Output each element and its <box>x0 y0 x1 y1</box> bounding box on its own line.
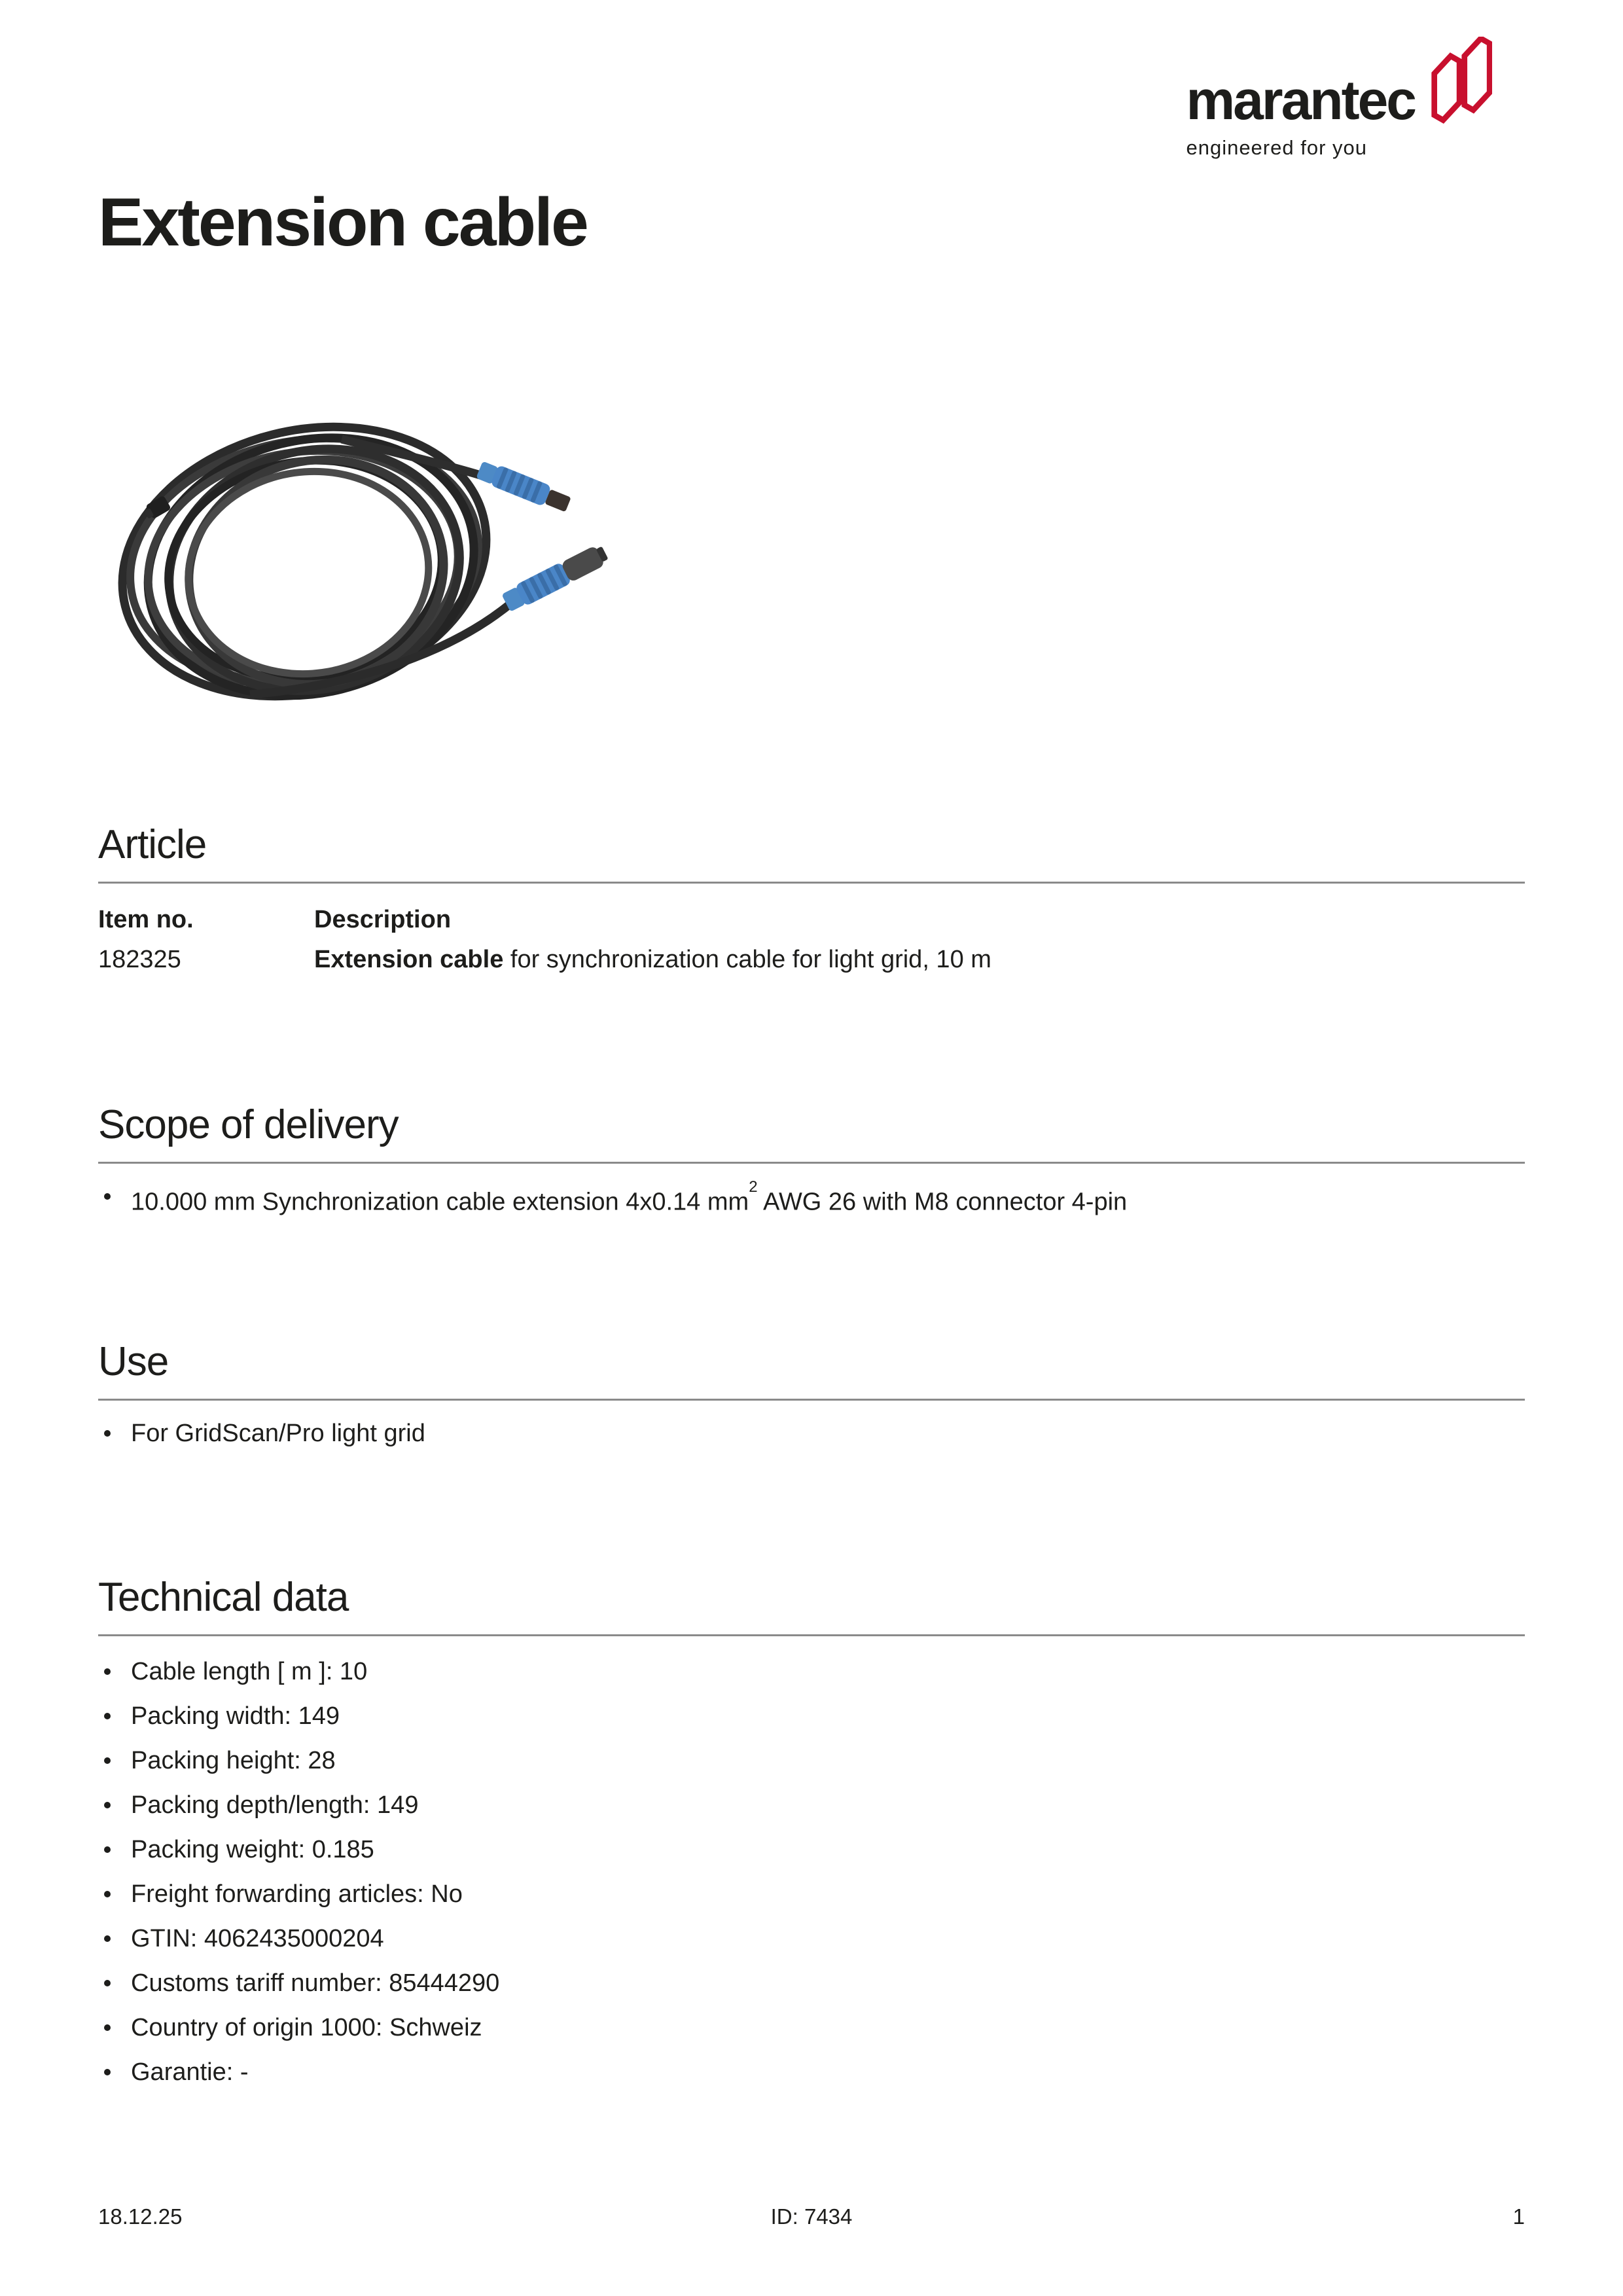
article-heading: Article <box>98 822 207 867</box>
list-item: Packing depth/length: 149 <box>98 1783 1525 1827</box>
footer-page-number: 1 <box>1512 2204 1525 2229</box>
footer-date: 18.12.25 <box>98 2204 183 2229</box>
item-description-rest: for synchronization cable for light grid, 10 m <box>503 946 991 974</box>
list-item <box>98 1178 1525 1218</box>
brand-wordmark: marantec <box>1186 69 1415 131</box>
list-item: Packing width: 149 <box>98 1694 1525 1738</box>
item-description-name: Extension cable <box>314 946 504 974</box>
section-divider <box>98 882 1525 884</box>
brand-mark-icon <box>1429 37 1492 126</box>
list-item: Country of origin 1000: Schweiz <box>98 2005 1525 2050</box>
list-item: Packing height: 28 <box>98 1738 1525 1783</box>
list-item: Customs tariff number: 85444290 <box>98 1961 1525 2005</box>
section-divider <box>98 1634 1525 1636</box>
article-data-row <box>98 946 1525 974</box>
brand-logo <box>1186 37 1492 160</box>
list-item: Freight forwarding articles: No <box>98 1872 1525 1916</box>
scope-bullet-superscript: 2 <box>749 1178 758 1196</box>
list-item: GTIN: 4062435000204 <box>98 1916 1525 1961</box>
section-technical-data <box>98 1576 1525 2094</box>
list-item: Garantie: - <box>98 2050 1525 2094</box>
use-heading: Use <box>98 1339 169 1384</box>
list-item: Packing weight: 0.185 <box>98 1827 1525 1872</box>
footer-document-id: ID: 7434 <box>770 2204 853 2229</box>
item-number: 182325 <box>98 946 181 974</box>
scope-heading: Scope of delivery <box>98 1102 399 1147</box>
scope-bullet-text: 10.000 mm Synchronization cable extension 4x0.14 mm <box>131 1188 749 1216</box>
technical-list <box>98 1649 1525 2094</box>
section-article <box>98 823 1525 974</box>
product-photo <box>98 362 648 728</box>
list-item: For GridScan/Pro light grid <box>98 1418 1525 1449</box>
list-item: Cable length [ m ]: 10 <box>98 1649 1525 1694</box>
page-title: Extension cable <box>98 185 587 260</box>
article-table <box>98 906 1525 974</box>
technical-heading: Technical data <box>98 1575 349 1620</box>
col-header-item-no: Item no. <box>98 906 194 934</box>
section-scope-of-delivery <box>98 1103 1525 1218</box>
cable-photo-graphic <box>98 362 648 728</box>
section-divider <box>98 1162 1525 1164</box>
item-description <box>314 946 1525 974</box>
section-use <box>98 1340 1525 1449</box>
article-header-row <box>98 906 1525 934</box>
use-list <box>98 1418 1525 1449</box>
col-header-description: Description <box>314 906 452 934</box>
scope-bullet-text-rest: AWG 26 with M8 connector 4-pin <box>757 1188 1128 1216</box>
section-divider <box>98 1399 1525 1401</box>
scope-list <box>98 1178 1525 1218</box>
page-footer <box>98 2204 1525 2229</box>
brand-tagline: engineered for you <box>1186 136 1367 159</box>
